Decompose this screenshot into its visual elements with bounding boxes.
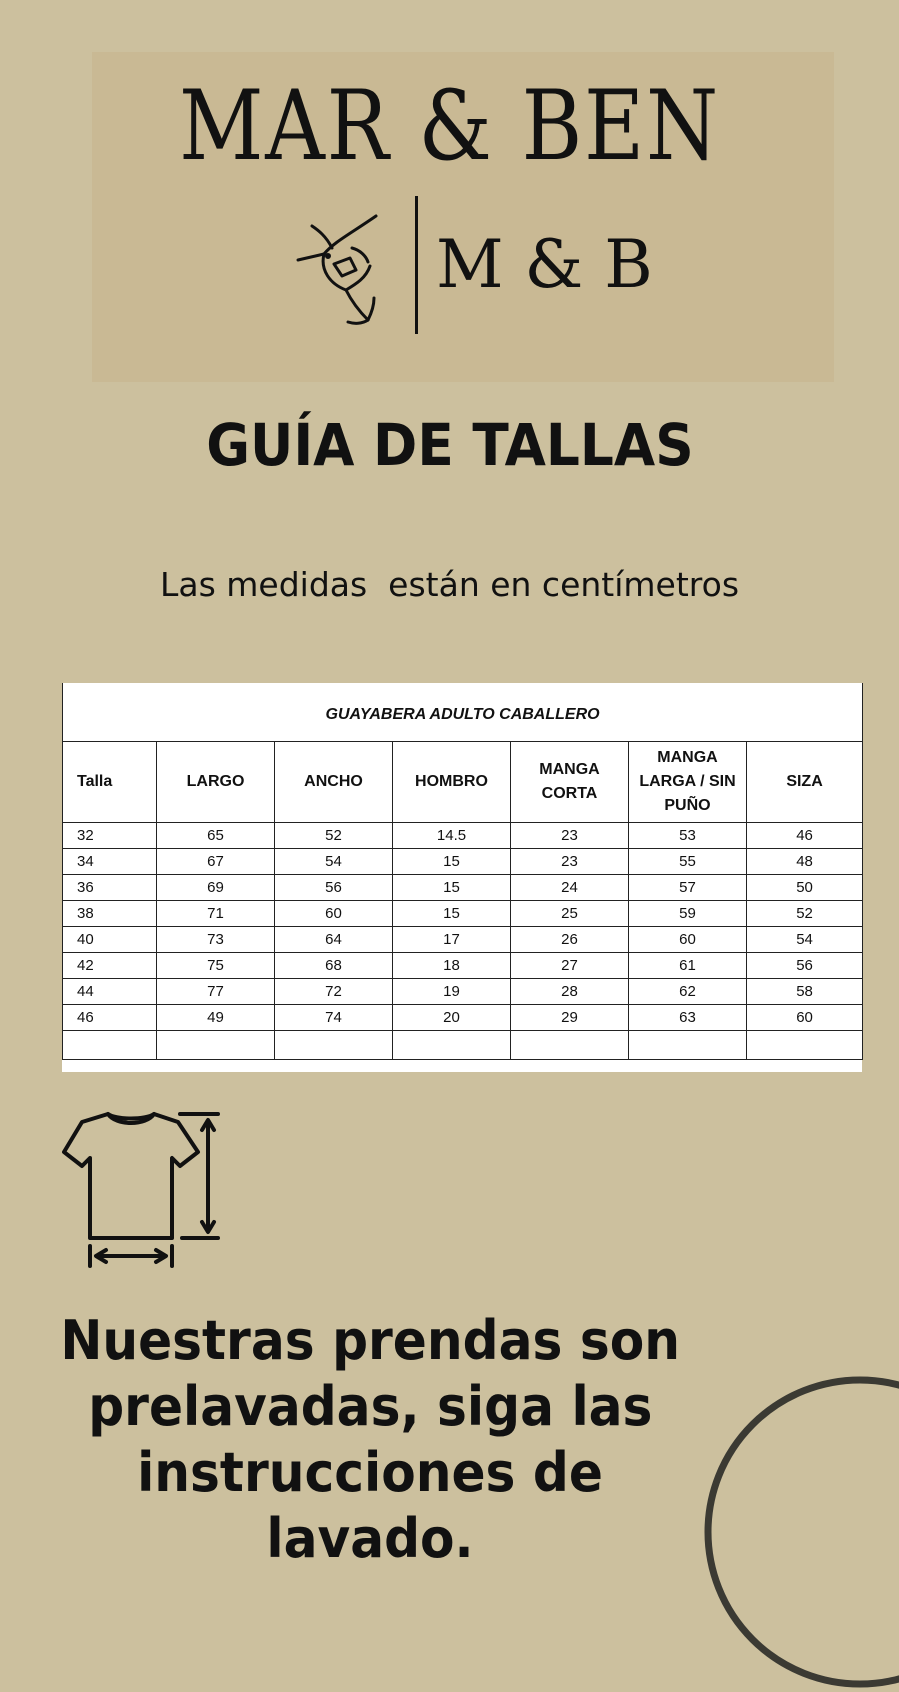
brand-monogram: M & B: [436, 226, 653, 303]
table-caption: GUAYABERA ADULTO CABALLERO: [63, 683, 863, 742]
units-note: Las medidas están en centímetros: [159, 565, 740, 604]
cell-talla: 44: [63, 979, 157, 1005]
header-talla: Talla: [63, 742, 157, 823]
cell-talla: 40: [63, 927, 157, 953]
cell-largo: 73: [157, 927, 275, 953]
marlin-fish-icon: [290, 212, 390, 332]
cell-manga-larga: 60: [629, 927, 747, 953]
cell-ancho: 74: [275, 1005, 393, 1031]
cell-manga-larga: 59: [629, 901, 747, 927]
cell-talla: 32: [63, 823, 157, 849]
cell-talla: 42: [63, 953, 157, 979]
cell-manga-corta: 25: [511, 901, 629, 927]
size-table: [62, 683, 862, 1072]
cell-siza: 52: [747, 901, 863, 927]
cell-ancho: 56: [275, 875, 393, 901]
cell-manga-corta: 28: [511, 979, 629, 1005]
header-hombro: HOMBRO: [393, 742, 511, 823]
cell-hombro: 15: [393, 901, 511, 927]
table-row: [63, 849, 863, 875]
cell-largo: 69: [157, 875, 275, 901]
cell-manga-larga: 61: [629, 953, 747, 979]
cell-manga-larga: 57: [629, 875, 747, 901]
cell-ancho: 54: [275, 849, 393, 875]
cell-manga-larga: 62: [629, 979, 747, 1005]
cell-manga-larga: 55: [629, 849, 747, 875]
cell-hombro: 14.5: [393, 823, 511, 849]
cell-manga-corta: 24: [511, 875, 629, 901]
page-title: GUÍA DE TALLAS: [205, 411, 694, 479]
cell-siza: 46: [747, 823, 863, 849]
cell-siza: 56: [747, 953, 863, 979]
cell-manga-corta: 23: [511, 849, 629, 875]
cell-talla: 36: [63, 875, 157, 901]
cell-siza: 54: [747, 927, 863, 953]
cell-manga-larga: 63: [629, 1005, 747, 1031]
cell-siza: 58: [747, 979, 863, 1005]
cell-talla: 46: [63, 1005, 157, 1031]
brand-name: MAR & BEN: [179, 70, 720, 182]
cell-ancho: 72: [275, 979, 393, 1005]
cell-largo: 65: [157, 823, 275, 849]
cell-talla: 34: [63, 849, 157, 875]
table-row: [63, 1005, 863, 1031]
header-manga-corta: MANGA CORTA: [511, 742, 629, 823]
table-header-row: [63, 742, 863, 823]
cell-hombro: 15: [393, 849, 511, 875]
cell-ancho: 68: [275, 953, 393, 979]
cell-manga-corta: 27: [511, 953, 629, 979]
cell-manga-corta: 29: [511, 1005, 629, 1031]
table-row: [63, 823, 863, 849]
logo-divider: [415, 196, 418, 334]
table-row: [63, 927, 863, 953]
cell-hombro: 15: [393, 875, 511, 901]
cell-ancho: 64: [275, 927, 393, 953]
header-ancho: ANCHO: [275, 742, 393, 823]
header-manga-larga: MANGA LARGA / SIN PUÑO: [629, 742, 747, 823]
header-siza: SIZA: [747, 742, 863, 823]
cell-hombro: 20: [393, 1005, 511, 1031]
tshirt-measurement-icon: [60, 1108, 240, 1278]
cell-manga-larga: 53: [629, 823, 747, 849]
cell-largo: 67: [157, 849, 275, 875]
cell-largo: 49: [157, 1005, 275, 1031]
table-row: [63, 953, 863, 979]
header-largo: LARGO: [157, 742, 275, 823]
cell-hombro: 17: [393, 927, 511, 953]
cell-siza: 48: [747, 849, 863, 875]
cell-siza: 60: [747, 1005, 863, 1031]
table-row: [63, 875, 863, 901]
care-message: Nuestras prendas son prelavadas, siga las instrucciones de lavado.: [60, 1309, 680, 1570]
cell-talla: 38: [63, 901, 157, 927]
cell-ancho: 52: [275, 823, 393, 849]
cell-ancho: 60: [275, 901, 393, 927]
cell-largo: 77: [157, 979, 275, 1005]
cell-hombro: 19: [393, 979, 511, 1005]
cell-manga-corta: 23: [511, 823, 629, 849]
cell-hombro: 18: [393, 953, 511, 979]
cell-manga-corta: 26: [511, 927, 629, 953]
table-empty-row: [63, 1031, 863, 1060]
decorative-circle: [700, 1372, 899, 1692]
cell-largo: 75: [157, 953, 275, 979]
cell-largo: 71: [157, 901, 275, 927]
cell-siza: 50: [747, 875, 863, 901]
table-row: [63, 979, 863, 1005]
table-row: [63, 901, 863, 927]
